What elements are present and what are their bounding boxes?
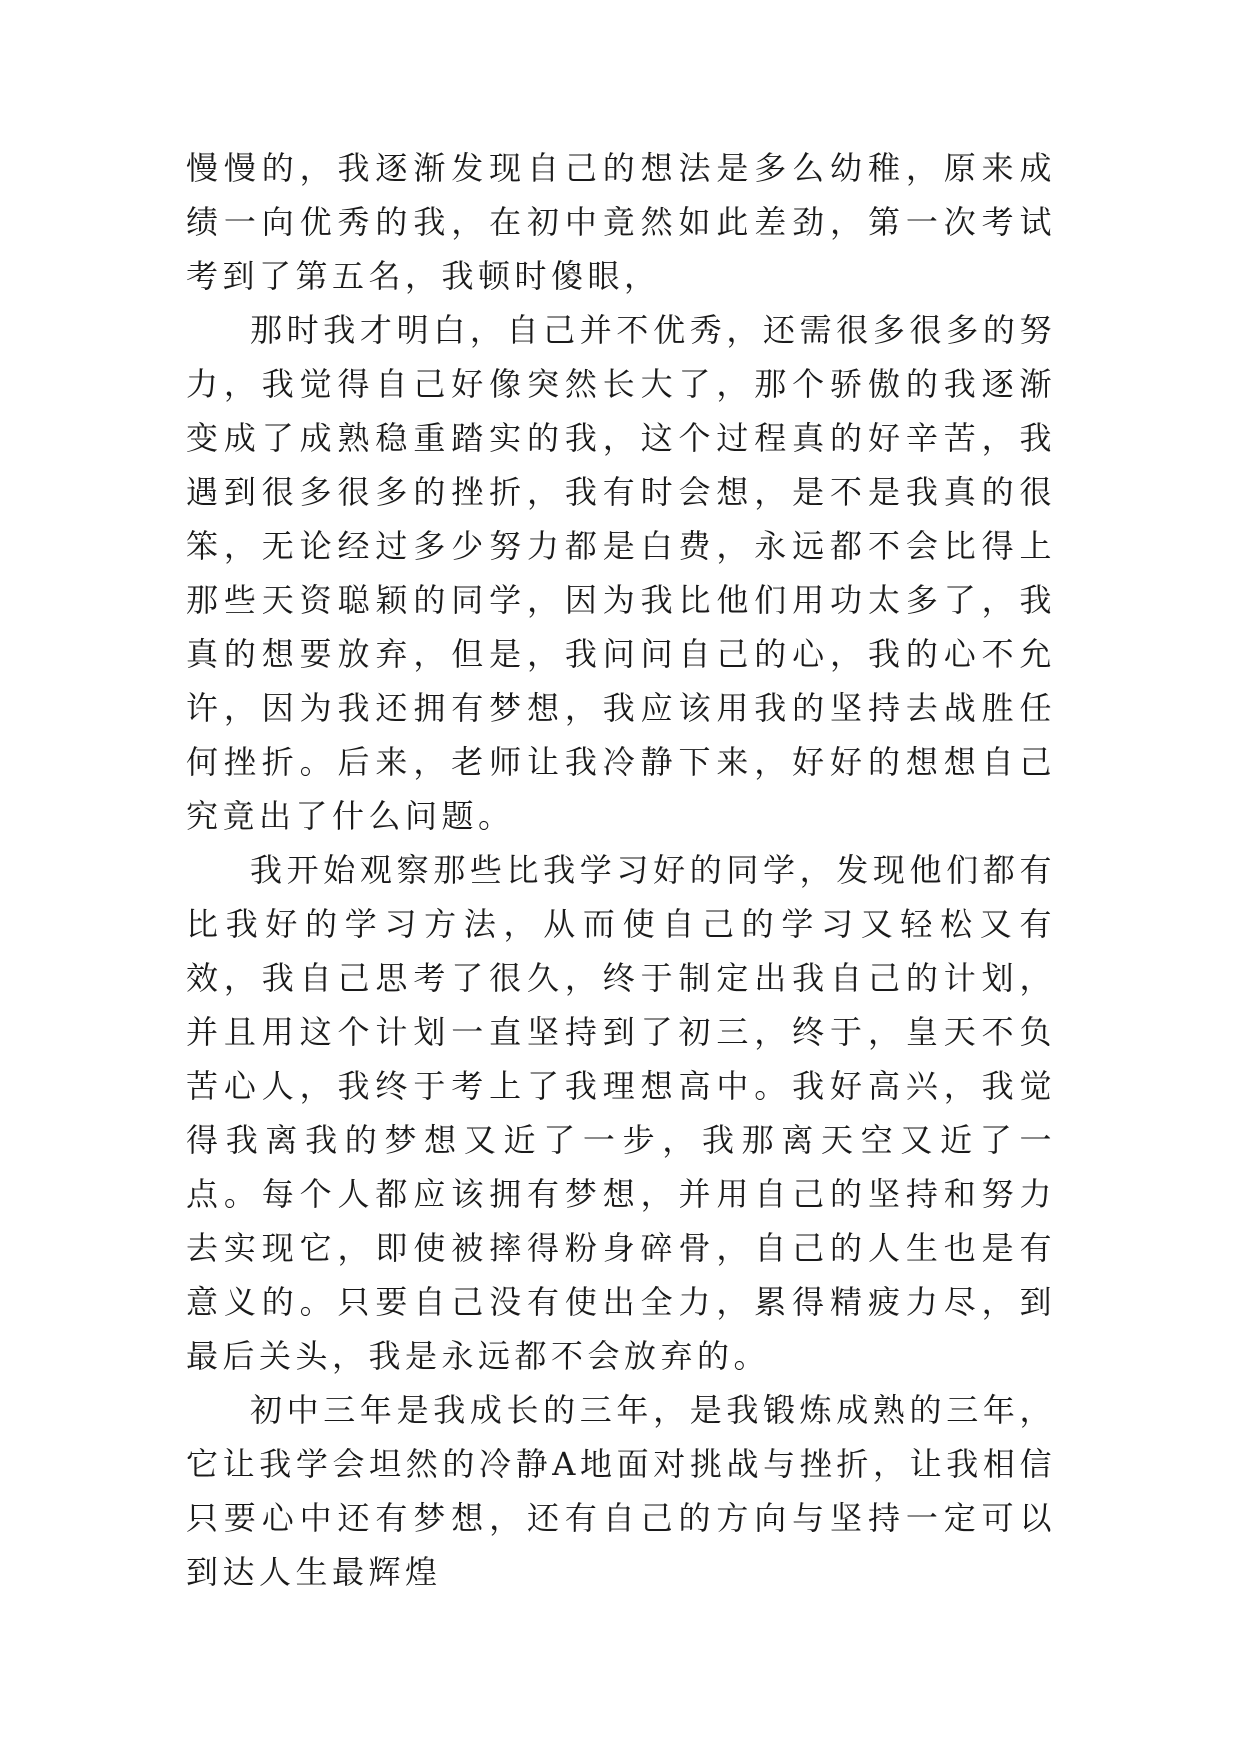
paragraph-2: 那时我才明白，自己并不优秀，还需很多很多的努力，我觉得自己好像突然长大了，那个骄傲的我逐渐变成了成熟稳重踏实的我，这个过程真的好辛苦，我遇到很多很多的挫折，我有时会想，是不是我真的很笨，无论经过多少努力都是白费，永远都不会比得上那些天资聪颖的同学，因为我比他们用功太多了，我真的想要放弃，但是，我问问自己的心，我的心不允许，因为我还拥有梦想，我应该用我的坚持去战胜任何挫折。后来，老师让我冷静下来，好好的想想自己究竟出了什么问题。	[186, 311, 1056, 835]
paragraph-4: 初中三年是我成长的三年，是我锻炼成熟的三年，它让我学会坦然的冷静A地面对挑战与挫折，让我相信只要心中还有梦想，还有自己的方向与坚持一定可以到达人生最辉煌	[186, 1391, 1056, 1591]
paragraph-3: 我开始观察那些比我学习好的同学，发现他们都有比我好的学习方法，从而使自己的学习又轻松又有效，我自己思考了很久，终于制定出我自己的计划，并且用这个计划一直坚持到了初三，终于，皇天不负苦心人，我终于考上了我理想高中。我好高兴，我觉得我离我的梦想又近了一步，我那离天空又近了一点。每个人都应该拥有梦想，并用自己的坚持和努力去实现它，即使被摔得粉身碎骨，自己的人生也是有意义的。只要自己没有使出全力，累得精疲力尽，到最后关头，我是永远都不会放弃的。	[186, 851, 1056, 1375]
body-text	[186, 141, 1056, 1599]
paragraph-1: 慢慢的，我逐渐发现自己的想法是多么幼稚，原来成绩一向优秀的我，在初中竟然如此差劲，第一次考试考到了第五名，我顿时傻眼，	[186, 149, 1056, 295]
